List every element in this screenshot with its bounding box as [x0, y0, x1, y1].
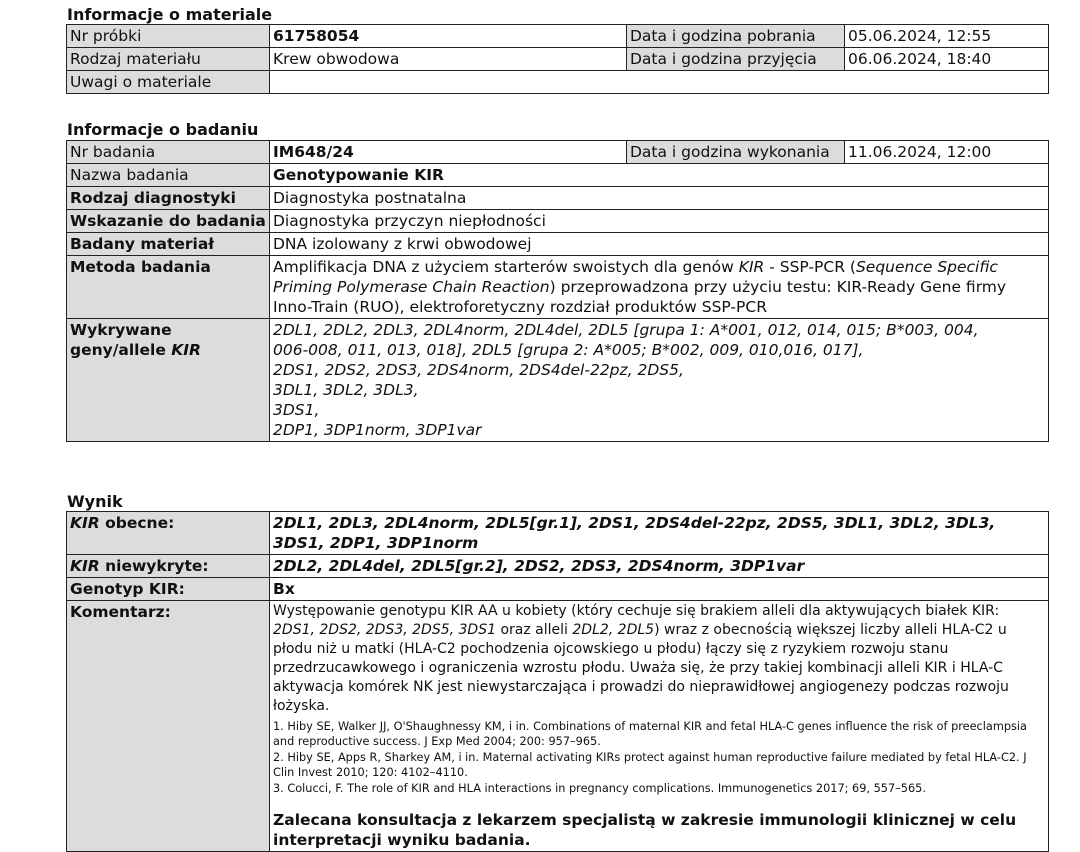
collected-label: Data i godzina pobrania [627, 25, 845, 48]
kir-absent-label-kir: KIR [70, 557, 100, 575]
kir-absent-label [67, 555, 270, 578]
genotype-value: Bx [270, 578, 1049, 601]
kir-absent-value: 2DL2, 2DL4del, 2DL5[gr.2], 2DS2, 2DS3, 2DS4norm, 3DP1var [270, 555, 1049, 578]
diag-type-label: Rodzaj diagnostyki [67, 187, 270, 210]
method-text-2: - SSP-PCR ( [764, 258, 856, 276]
table-row [67, 71, 1049, 94]
received-label: Data i godzina przyjęcia [627, 48, 845, 71]
material-value: DNA izolowany z krwi obwodowej [270, 233, 1049, 256]
study-name-label: Nazwa badania [67, 164, 270, 187]
method-text-1: Amplifikacja DNA z użyciem starterów swoistych dla genów [273, 258, 739, 276]
material-label: Badany materiał [67, 233, 270, 256]
study-name-value: Genotypowanie KIR [270, 164, 1049, 187]
table-row [67, 164, 1049, 187]
recommendation: Zalecana konsultacja z lekarzem specjalistą w zakresie immunologii klinicznej w celu interpretacji wyniku badania. [273, 811, 1017, 849]
kir-present-value: 2DL1, 2DL3, 2DL4norm, 2DL5[gr.1], 2DS1, 2DS4del-22pz, 2DS5, 3DL1, 3DL2, 3DL3, 3DS1, 2DP1, 3DP1norm [270, 512, 1049, 555]
material-notes-label: Uwagi o materiale [67, 71, 270, 94]
comment-italic-1: 2DS1, 2DS2, 2DS3, 2DS5, 3DS1 [273, 622, 497, 638]
sample-no-value: 61758054 [270, 25, 627, 48]
method-value [270, 256, 1049, 319]
method-ssp: Sequence Specific Priming Polymerase Chain Reaction [273, 258, 998, 296]
sample-no-label: Nr próbki [67, 25, 270, 48]
comment-paragraph [273, 602, 1045, 716]
kir-present-label-text: obecne: [99, 514, 175, 532]
table-row [67, 512, 1049, 555]
genes-line: 006-008, 011, 013, 018], 2DL5 [grupa 2: A*005; B*002, 009, 010,016, 017], [273, 341, 864, 359]
collected-value: 05.06.2024, 12:55 [845, 25, 1049, 48]
comment-text-1: Występowanie genotypu KIR AA u kobiety (który cechuje się brakiem alleli dla aktywujących białek KIR: [273, 603, 1000, 619]
table-row [67, 256, 1049, 319]
method-text-3: ) przeprowadzona przy użyciu testu: KIR-Ready Gene firmy Inno-Train (RUO), elektroforetyczny rozdział produktów SSP-PCR [273, 278, 1007, 316]
indication-label: Wskazanie do badania [67, 210, 270, 233]
table-row [67, 233, 1049, 256]
study-table [66, 140, 1049, 442]
table-row [67, 141, 1049, 164]
reference-item: 2. Hiby SE, Apps R, Sharkey AM, i in. Maternal activating KIRs protect against human reproductive failure mediated by fetal HLA-C2. J Clin Invest 2010; 120: 4102–4110. [273, 751, 1027, 779]
genes-label [67, 319, 270, 442]
table-row [67, 555, 1049, 578]
kir-present-label [67, 512, 270, 555]
performed-value: 11.06.2024, 12:00 [845, 141, 1049, 164]
material-table [66, 24, 1049, 94]
genes-line: 3DL1, 3DL2, 3DL3, [273, 381, 419, 399]
table-row [67, 25, 1049, 48]
genes-line: 3DS1, [273, 401, 320, 419]
diag-type-value: Diagnostyka postnatalna [270, 187, 1049, 210]
comment-text-3: ) wraz z obecnością większej liczby alleli HLA-C2 u płodu niż u matki (HLA-C2 pochodzenia ojcowskiego u płodu) łączy się z ryzykiem rozwoju stanu przedrzucawkowego i ograniczenia wzrostu płodu. Uważa się, że przy takiej kombinacji alleli KIR i HLA-C aktywacja komórek NK jest niewystarczająca i prowadzi do nieprawidłowej angiogenezy podczas rozwoju łożyska. [273, 622, 1009, 714]
indication-value: Diagnostyka przyczyn niepłodności [270, 210, 1049, 233]
material-notes-value [270, 71, 1049, 94]
table-row [67, 578, 1049, 601]
result-section-title: Wynik [67, 492, 123, 511]
kir-absent-label-text: niewykryte: [99, 557, 209, 575]
reference-item: 1. Hiby SE, Walker JJ, O'Shaughnessy KM, i in. Combinations of maternal KIR and fetal HLA-C genes influence the risk of preeclampsia and reproductive success. J Exp Med 2004; 200: 957–965. [273, 720, 1027, 748]
genes-label-text: Wykrywane geny/allele [70, 321, 172, 359]
comment-label: Komentarz: [67, 601, 270, 852]
comment-text-2: oraz alleli [496, 622, 573, 638]
genes-label-kir: KIR [171, 341, 201, 359]
table-row [67, 187, 1049, 210]
study-no-label: Nr badania [67, 141, 270, 164]
kir-present-label-kir: KIR [70, 514, 100, 532]
table-row [67, 601, 1049, 852]
performed-label: Data i godzina wykonania [627, 141, 845, 164]
result-table [66, 511, 1049, 852]
method-kir: KIR [738, 258, 765, 276]
table-row [67, 210, 1049, 233]
study-no-value: IM648/24 [270, 141, 627, 164]
method-label: Metoda badania [67, 256, 270, 319]
received-value: 06.06.2024, 18:40 [845, 48, 1049, 71]
material-type-label: Rodzaj materiału [67, 48, 270, 71]
material-section-title: Informacje o materiale [67, 5, 273, 24]
genes-line: 2DL1, 2DL2, 2DL3, 2DL4norm, 2DL4del, 2DL5 [grupa 1: A*001, 012, 014, 015; B*003, 004, [273, 321, 979, 339]
study-section-title: Informacje o badaniu [67, 120, 259, 139]
genes-line: 2DS1, 2DS2, 2DS3, 2DS4norm, 2DS4del-22pz, 2DS5, [273, 361, 684, 379]
comment-italic-2: 2DL2, 2DL5 [572, 622, 655, 638]
genotype-label: Genotyp KIR: [67, 578, 270, 601]
comment-value [270, 601, 1049, 852]
material-type-value: Krew obwodowa [270, 48, 627, 71]
genes-line: 2DP1, 3DP1norm, 3DP1var [273, 421, 482, 439]
references-list [273, 719, 1045, 796]
genes-value [270, 319, 1049, 442]
table-row [67, 319, 1049, 442]
reference-item: 3. Colucci, F. The role of KIR and HLA interactions in pregnancy complications. Immunogenetics 2017; 69, 557–565. [273, 782, 926, 795]
table-row [67, 48, 1049, 71]
